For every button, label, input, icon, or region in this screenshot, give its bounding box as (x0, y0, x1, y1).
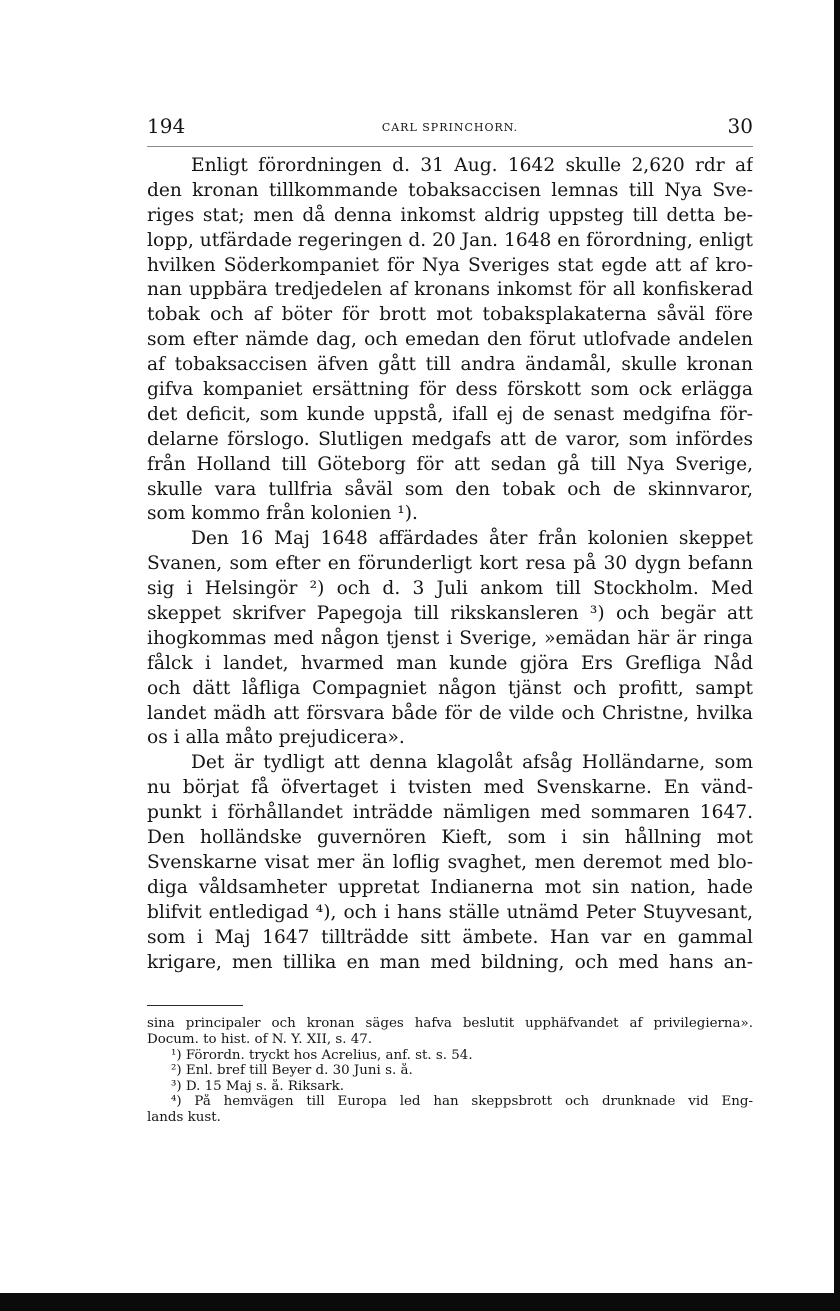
footnote-line: ⁴) På hemvägen till Europa led han skeppsbrott och drunknade vid Eng- (171, 1094, 753, 1110)
footnotes (147, 1016, 753, 1125)
book-page (147, 114, 753, 1126)
text-line: Svenskarne visat mer än loflig svaghet, men deremot med blo- (147, 851, 753, 873)
text-line: den kronan tillkommande tobaksaccisen lemnas till Nya Sve- (147, 179, 753, 201)
text-line: som efter nämde dag, och emedan den förut utlofvade andelen (147, 329, 753, 351)
text-line: nan uppbära tredjedelen af kronans inkomst för all konfiskerad (147, 279, 753, 301)
text-line: Svanen, som efter en förunderligt kort resa på 30 dygn befann (147, 553, 753, 575)
page-number: 194 (147, 114, 186, 138)
text-line: delarne förslogo. Slutligen medgafs att de varor, som infördes (147, 428, 753, 450)
text-line: krigare, men tillika en man med bildning, och med hans an- (147, 951, 753, 973)
body-text (147, 154, 753, 975)
text-line: af tobaksaccisen äfven gått till andra ändamål, skulle kronan (147, 354, 753, 376)
header-rule (147, 146, 753, 147)
text-line: nu börjat få öfvertaget i tvisten med Svenskarne. En vänd- (147, 777, 753, 799)
text-line: os i alla måto prejudicera». (147, 727, 405, 749)
footnote-line: lands kust. (147, 1109, 221, 1125)
text-line: diga våldsamheter uppretat Indianerna mot sin nation, hade (147, 876, 753, 898)
text-line: riges stat; men då denna inkomst aldrig uppsteg till detta be- (147, 204, 753, 226)
text-line: som kommo från kolonien ¹). (147, 503, 418, 525)
page-header (147, 114, 753, 144)
text-line: det deficit, som kunde uppstå, ifall ej de senast medgifna för- (147, 403, 753, 425)
text-line: som i Maj 1647 tillträdde sitt ämbete. Han var en gammal (147, 926, 753, 948)
text-line: gifva kompaniet ersättning för dess förskott som ock erlägga (147, 379, 753, 401)
text-line: sig i Helsingör ²) och d. 3 Juli ankom till Stockholm. Med (147, 578, 753, 600)
footnote-line: Docum. to hist. of N. Y. XII, s. 47. (147, 1031, 373, 1047)
text-line: punkt i förhållandet inträdde nämligen med sommaren 1647. (147, 802, 753, 824)
running-title: CARL SPRINCHORN. (381, 121, 519, 134)
footnote-line: ³) D. 15 Maj s. å. Riksark. (171, 1078, 345, 1094)
text-line: ihogkommas med någon tjenst i Sverige, »emädan här är ringa (147, 627, 753, 649)
scan-border-bottom (0, 1293, 840, 1311)
text-line: Den holländske guvernören Kieft, som i sin hållning mot (147, 827, 753, 849)
text-line: och dätt låfliga Compagniet någon tjänst och profitt, sampt (147, 677, 753, 699)
text-line: Den 16 Maj 1648 affärdades åter från kolonien skeppet (191, 528, 753, 550)
text-line: hvilken Söderkompaniet för Nya Sveriges stat egde att af kro- (147, 254, 753, 276)
text-line: skeppet skrifver Papegoja till rikskansleren ³) och begär att (147, 603, 753, 625)
text-line: skulle vara tullfria såväl som den tobak och de skinnvaror, (147, 478, 753, 500)
text-line: från Holland till Göteborg för att sedan gå till Nya Sverige, (147, 453, 753, 475)
text-line: landet mädh att försvara både för de vilde och Christne, hvilka (147, 702, 753, 724)
footnote-line: sina principaler och kronan säges hafva beslutit upphäfvandet af privilegierna». (147, 1016, 753, 1032)
footnote-rule (147, 1005, 243, 1006)
text-line: tobak och af böter för brott mot tobaksplakaterna såväl före (147, 304, 753, 326)
section-number: 30 (727, 114, 753, 138)
footnote-line: ¹) Förordn. tryckt hos Acrelius, anf. st. s. 54. (171, 1047, 473, 1063)
footnote-line: ²) Enl. bref till Beyer d. 30 Juni s. å. (171, 1063, 413, 1079)
scan-border-right (834, 0, 840, 1311)
text-line: Det är tydligt att denna klagolåt afsåg Holländarne, som (191, 752, 753, 774)
text-line: lopp, utfärdade regeringen d. 20 Jan. 1648 en förordning, enligt (147, 229, 753, 251)
text-line: Enligt förordningen d. 31 Aug. 1642 skulle 2,620 rdr af (191, 155, 753, 176)
text-line: blifvit entledigad ⁴), och i hans ställe utnämd Peter Stuyvesant, (147, 901, 753, 923)
text-line: fålck i landet, hvarmed man kunde gjöra Ers Grefliga Nåd (147, 652, 753, 674)
